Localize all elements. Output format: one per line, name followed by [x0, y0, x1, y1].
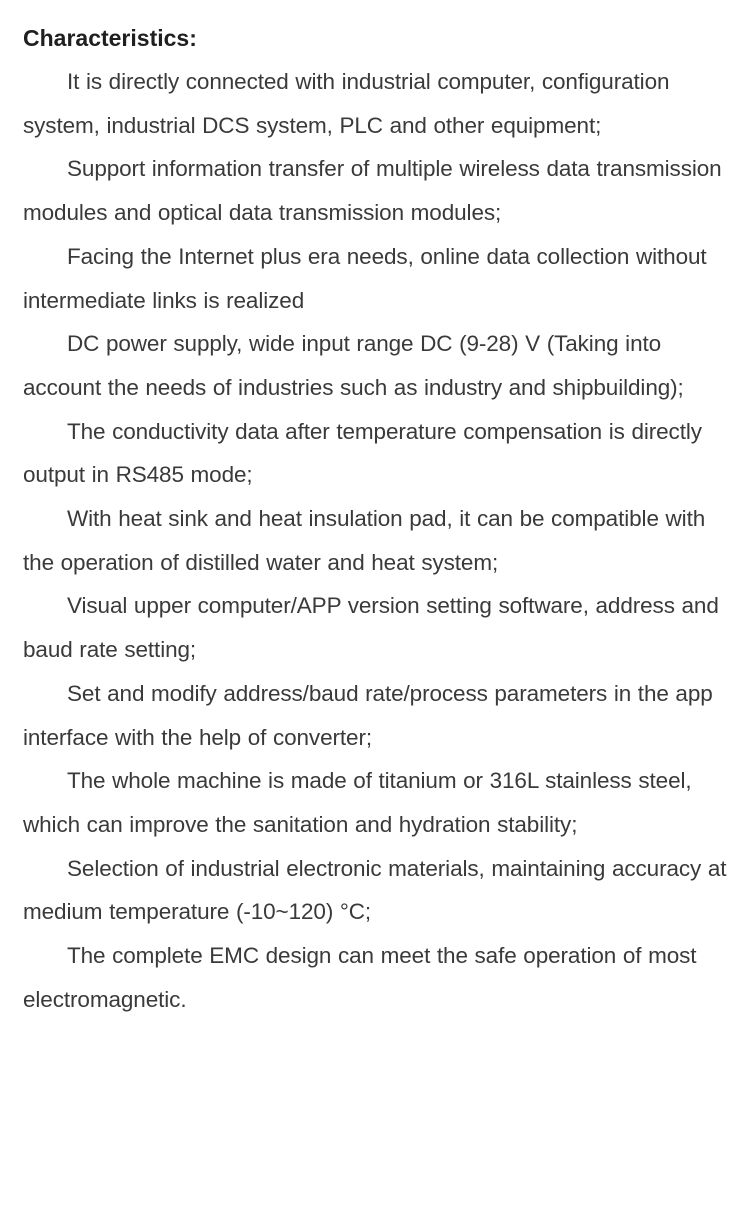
paragraph-machine-material: The whole machine is made of titanium or 316L stainless steel, which can improve the sanitation and hydration stability; — [23, 768, 692, 837]
paragraph-internet-plus: Facing the Internet plus era needs, online data collection without intermediate links is realized — [23, 243, 707, 313]
paragraph-heat-sink: With heat sink and heat insulation pad, it can be compatible with the operation of distilled water and heat system; — [23, 506, 706, 575]
paragraph-conductivity-output: The conductivity data after temperature compensation is directly output in RS485 mode; — [23, 418, 702, 488]
paragraph-connection: It is directly connected with industrial computer, configuration system, industrial DCS system, PLC and other equipment; — [23, 69, 670, 138]
paragraph-setting-software: Visual upper computer/APP version setting software, address and baud rate setting; — [23, 593, 719, 663]
paragraph-electronic-materials: Selection of industrial electronic materials, maintaining accuracy at medium temperature (-10~120) °C; — [23, 855, 727, 925]
page-title: Characteristics: — [23, 25, 197, 51]
paragraph-information-transfer: Support information transfer of multiple wireless data transmission modules and optical data transmission modules; — [23, 156, 722, 226]
paragraph-app-interface: Set and modify address/baud rate/process parameters in the app interface with the help of converter; — [23, 680, 713, 750]
paragraph-emc-design: The complete EMC design can meet the safe operation of most electromagnetic. — [23, 943, 697, 1012]
paragraph-dc-power: DC power supply, wide input range DC (9-28) V (Taking into account the needs of industries such as industry and shipbuilding); — [23, 331, 684, 400]
